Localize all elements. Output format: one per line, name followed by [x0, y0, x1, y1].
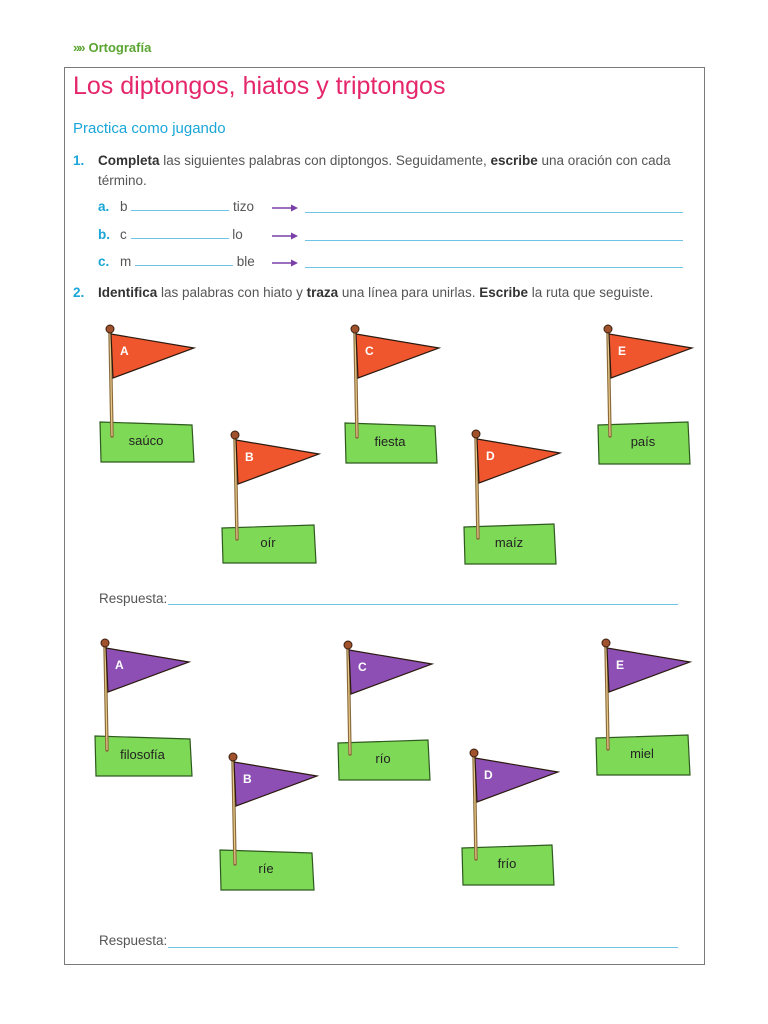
- flag-letter: C: [358, 660, 367, 674]
- flag-b[interactable]: [225, 428, 335, 588]
- pole-knob: [472, 430, 480, 438]
- flag-graphic: [225, 428, 345, 588]
- flag-letter: E: [618, 344, 627, 358]
- flag-e[interactable]: [598, 322, 708, 482]
- pole-knob: [604, 325, 612, 333]
- flag-word: ríe: [258, 861, 274, 876]
- flag-graphic: [596, 636, 716, 796]
- exercise1-instruction: [73, 151, 671, 171]
- exercise1-bold1: Completa: [98, 153, 160, 168]
- pole-knob: [229, 753, 237, 761]
- exercise1-instruction-line2: término.: [98, 173, 147, 188]
- exercise2-text3: la ruta que seguiste.: [528, 285, 654, 300]
- flag-b[interactable]: [223, 750, 333, 910]
- flag-word: país: [630, 434, 656, 449]
- flag-a[interactable]: [100, 322, 210, 482]
- flag-letter: B: [243, 772, 252, 786]
- flag-letter: E: [616, 658, 625, 672]
- flag-letter: C: [365, 344, 374, 358]
- flag-word: oír: [260, 535, 276, 550]
- chevrons-icon: »»: [73, 40, 84, 55]
- flag-c[interactable]: [345, 322, 455, 482]
- answer-line-1[interactable]: [168, 604, 678, 605]
- item-letter: c.: [98, 254, 110, 269]
- flag-letter: B: [245, 450, 254, 464]
- sentence-line-c[interactable]: [305, 267, 683, 268]
- item-letter: b.: [98, 227, 110, 242]
- flag-graphic: [223, 750, 343, 910]
- exercise2-instruction: [73, 283, 653, 303]
- exercise2-bold3: Escribe: [479, 285, 528, 300]
- pole-knob: [344, 641, 352, 649]
- fill-in-blank[interactable]: [131, 198, 229, 211]
- pole-knob: [231, 431, 239, 439]
- exercise2-text1: las palabras con hiato y: [157, 285, 307, 300]
- flag-graphic: [100, 322, 220, 482]
- flag-word: río: [375, 751, 391, 766]
- flag-a[interactable]: [95, 636, 205, 796]
- flag-letter: A: [115, 658, 124, 672]
- flag-graphic: [345, 322, 465, 482]
- item-suffix: lo: [232, 227, 243, 242]
- sentence-line-a[interactable]: [305, 212, 683, 213]
- exercise2-bold1: Identifica: [98, 285, 158, 300]
- arrow-icon: [272, 258, 298, 268]
- flag-letter: A: [120, 344, 129, 358]
- flag-graphic: [95, 636, 215, 796]
- flag-letter: D: [486, 449, 495, 463]
- pole-knob: [101, 639, 109, 647]
- arrow-icon: [272, 231, 298, 241]
- flag-c[interactable]: [338, 638, 448, 798]
- flag-graphic: [464, 746, 584, 906]
- section-subtitle: Practica como jugando: [73, 120, 226, 137]
- pole-knob: [106, 325, 114, 333]
- fill-in-blank[interactable]: [135, 253, 233, 266]
- item-prefix: b: [120, 199, 128, 214]
- answer-line-2[interactable]: [168, 947, 678, 948]
- flag-letter: D: [484, 768, 493, 782]
- section-label: Ortografía: [88, 40, 152, 55]
- exercise1-text2: una oración con cada: [537, 153, 671, 168]
- page-title: Los diptongos, hiatos y triptongos: [73, 72, 446, 100]
- answer-label-2: Respuesta:: [99, 933, 168, 948]
- item-prefix: c: [120, 227, 127, 242]
- flag-word: miel: [630, 746, 654, 761]
- exercise1-item-b: [98, 225, 243, 245]
- pole-knob: [602, 639, 610, 647]
- flag-word: fiesta: [374, 434, 406, 449]
- exercise1-text1: las siguientes palabras con diptongos. Seguidamente,: [159, 153, 491, 168]
- sentence-line-b[interactable]: [305, 240, 683, 241]
- fill-in-blank[interactable]: [131, 226, 229, 239]
- item-prefix: m: [120, 254, 132, 269]
- exercise1-item-c: [98, 252, 255, 272]
- flag-word: saúco: [128, 433, 164, 448]
- flag-graphic: [466, 427, 586, 587]
- exercise2-bold2: traza: [306, 285, 339, 300]
- pole-knob: [470, 749, 478, 757]
- flag-d[interactable]: [464, 746, 574, 906]
- answer-label-1: Respuesta:: [99, 591, 168, 606]
- exercise2-number: 2.: [73, 285, 85, 300]
- item-suffix: tizo: [233, 199, 255, 214]
- pole-knob: [351, 325, 359, 333]
- flag-graphic: [598, 322, 718, 482]
- exercise1-bold2: escribe: [490, 153, 538, 168]
- flag-d[interactable]: [466, 427, 576, 587]
- exercise1-item-a: [98, 197, 254, 217]
- section-tag: [73, 40, 151, 55]
- flag-word: filosofía: [120, 747, 165, 762]
- exercise2-text2: una línea para unirlas.: [338, 285, 480, 300]
- item-letter: a.: [98, 199, 110, 214]
- exercise1-number: 1.: [73, 153, 85, 168]
- flag-e[interactable]: [596, 636, 706, 796]
- item-suffix: ble: [236, 254, 255, 269]
- flag-word: maíz: [494, 535, 524, 550]
- arrow-icon: [272, 203, 298, 213]
- flag-word: frío: [497, 856, 517, 871]
- flag-graphic: [338, 638, 458, 798]
